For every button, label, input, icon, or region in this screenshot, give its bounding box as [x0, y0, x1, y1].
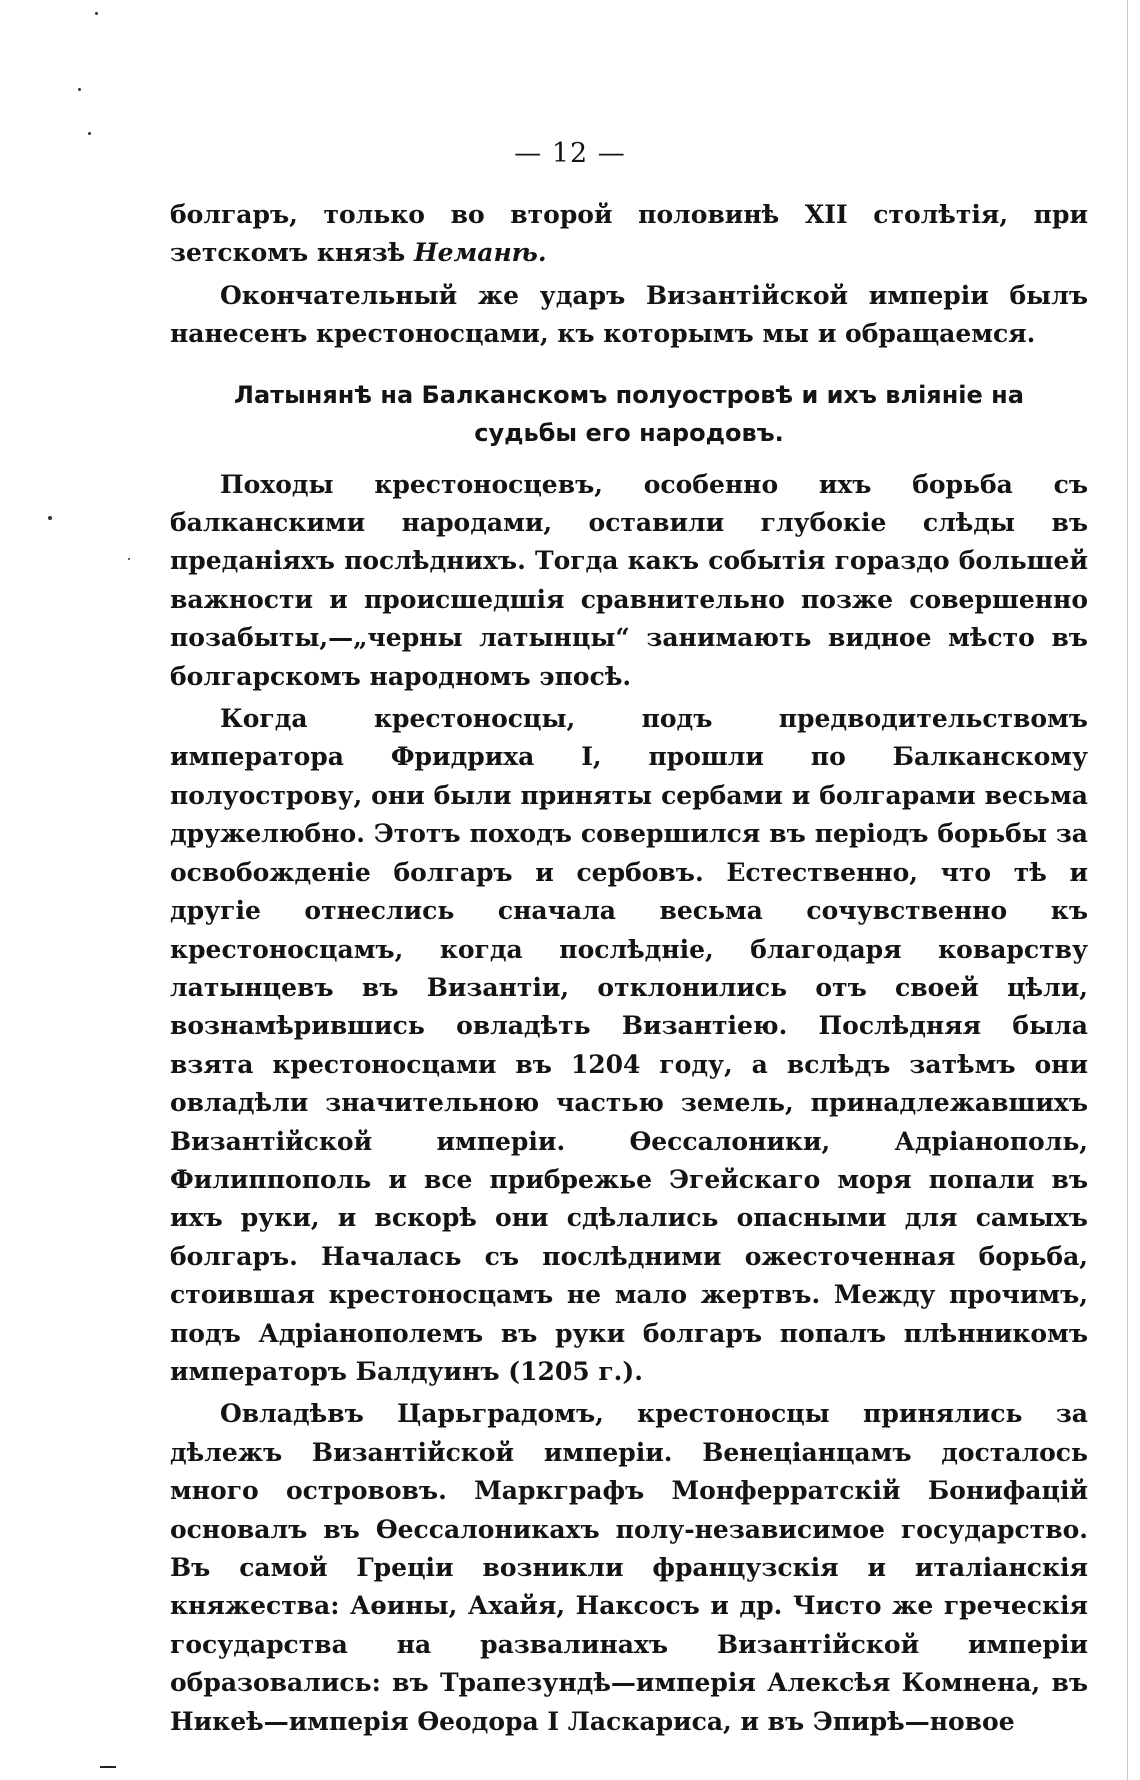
scan-speck [48, 516, 52, 520]
page-body [170, 196, 1088, 1745]
paragraph: Окончательный же ударъ Византійской имперіи былъ нанесенъ крестоносцами, къ которымъ мы и обращаемся. [170, 280, 1088, 349]
paragraph: Когда крестоносцы, подъ предводительствомъ императора Фридриха I, прошли по Балканскому полуострову, они были приняты сербами и болгарами весьма дружелюбно. Этотъ походъ совершился въ періодъ борьбы за освобожденіе болгаръ и сербовъ. Естественно, что тѣ и другіе отнеслись сначала весьма сочувственно къ крестоносцамъ, когда послѣдніе, благодаря коварству латынцевъ въ Византіи, отклонились отъ своей цѣли, вознамѣрившись овладѣть Византіею. Послѣдняя была взята крестоносцами въ 1204 году, а вслѣдъ затѣмъ они овладѣли значительною частью земель, принадлежавшихъ Византійской имперіи. Ѳессалоники, Адріанополь, Филиппополь и все прибрежье Эгейскаго моря попали въ ихъ руки, и вскорѣ они сдѣлались опасными для самыхъ болгаръ. Началась съ послѣдними ожесточенная борьба, стоившая крестоносцамъ не мало жертвъ. Между прочимъ, подъ Адріанополемъ въ руки болгаръ попалъ плѣнникомъ императоръ Балдуинъ (1205 г.). [170, 704, 1088, 1386]
scan-speck [78, 88, 81, 91]
section-heading: Латынянѣ на Балканскомъ полуостровѣ и ихъ вліяніе на судьбы его народовъ. [234, 380, 1024, 447]
scan-mark [100, 1766, 116, 1768]
scan-speck [128, 558, 130, 560]
paragraph-continued [170, 196, 1088, 273]
paragraph: Овладѣвъ Царьградомъ, крестоносцы принялись за дѣлежъ Византійской имперіи. Венеціанцамъ досталось много острововъ. Маркграфъ Монферратскій Бонифацій основалъ въ Ѳессалоникахъ полу-независимое государство. Въ самой Греціи возникли французскія и италіанскія княжества: Аѳины, Ахайя, Наксосъ и др. Чисто же греческія государства на развалинахъ Византійской имперіи образовались: въ Трапезундѣ—имперія Алексѣя Комнена, въ Никеѣ—имперія Ѳеодора I Ласкариса, и въ Эпирѣ—новое [170, 1399, 1088, 1736]
page-edge-line [1127, 0, 1128, 1780]
paragraph-text: болгаръ, только во второй половинѣ XII столѣтія, при зетскомъ князѣ [170, 200, 1088, 268]
italic-name: Неманѣ. [413, 238, 547, 268]
scan-speck [88, 132, 91, 135]
page-number: — 12 — [514, 138, 626, 169]
paragraph: Походы крестоносцевъ, особенно ихъ борьба съ балканскими народами, оставили глубокіе слѣды въ преданіяхъ послѣднихъ. Тогда какъ событія гораздо большей важности и происшедшія сравнительно позже совершенно позабыты,—„черны латынцы“ занимають видное мѣсто въ болгарскомъ народномъ эпосѣ. [170, 469, 1088, 691]
scan-speck [95, 12, 98, 15]
